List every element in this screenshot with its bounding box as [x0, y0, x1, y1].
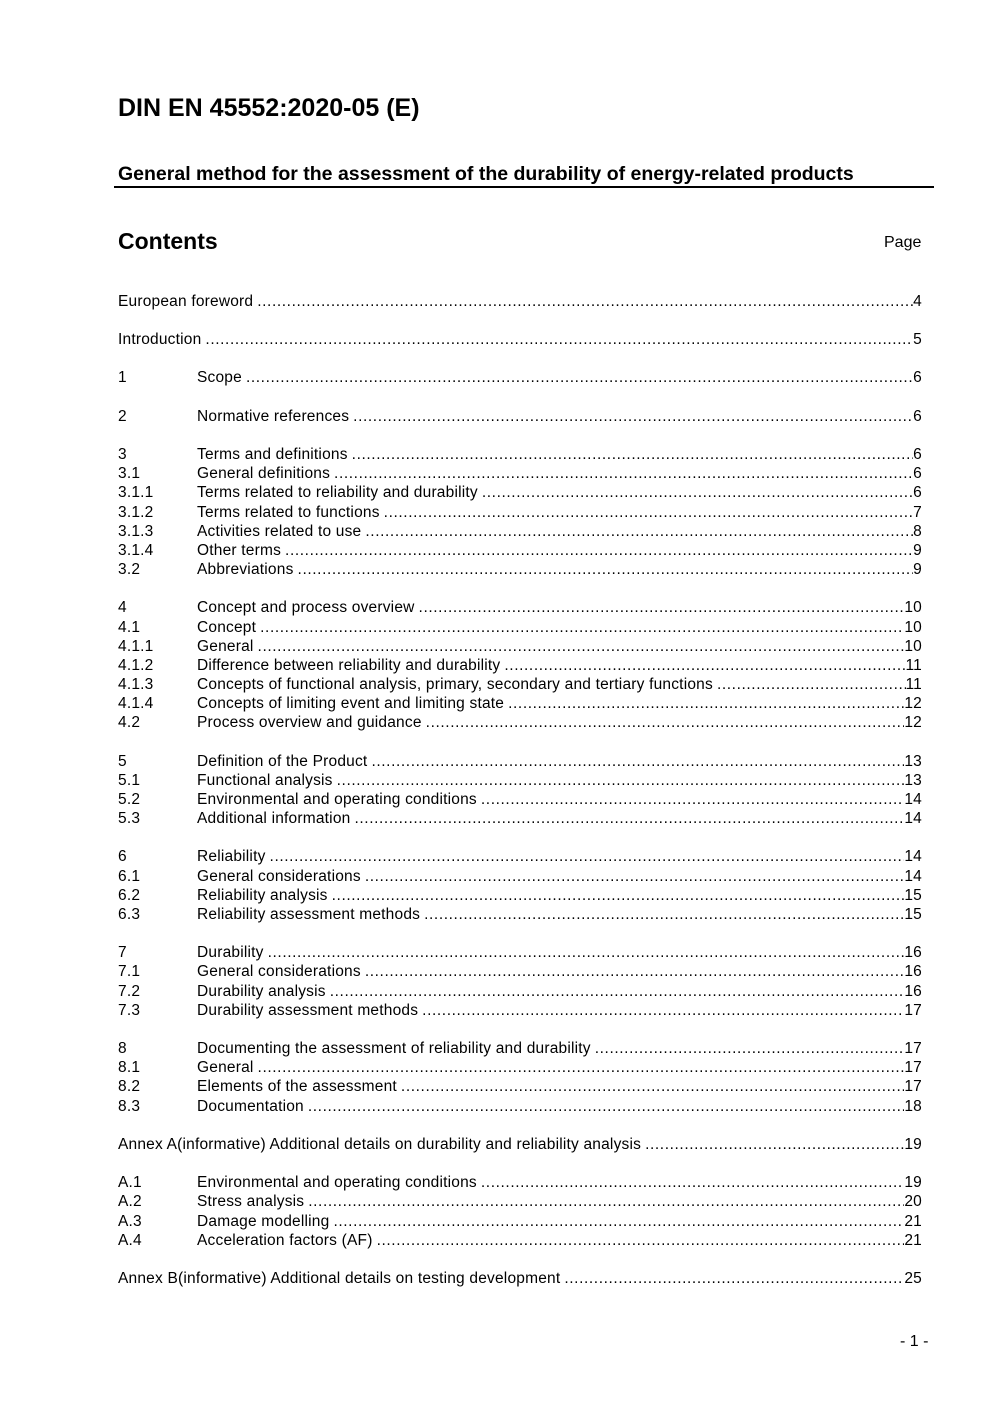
toc-entry-number: A.4	[118, 1232, 142, 1249]
toc-entry-page: 11	[905, 657, 922, 674]
toc-entry-page: 15	[904, 906, 922, 923]
toc-entry-number: 6.1	[118, 868, 141, 885]
toc-entry[interactable]	[118, 1077, 922, 1096]
toc-entry-page: 6	[913, 408, 922, 425]
toc-dot-leader	[384, 503, 914, 522]
toc-entry-page: 8	[913, 523, 922, 540]
toc-entry[interactable]	[118, 675, 922, 694]
toc-entry-page: 9	[913, 542, 922, 559]
toc-entry-page: 14	[904, 848, 922, 865]
toc-entry[interactable]	[118, 713, 922, 732]
toc-entry-page: 16	[904, 944, 922, 961]
toc-entry[interactable]	[118, 1231, 922, 1250]
toc-dot-leader	[352, 445, 914, 464]
toc-entry-title: Scope	[197, 369, 242, 386]
toc-entry[interactable]	[118, 541, 922, 560]
toc-entry[interactable]	[118, 847, 922, 866]
toc-dot-leader	[504, 656, 905, 675]
toc-entry[interactable]	[118, 867, 922, 886]
toc-dot-leader	[422, 1001, 904, 1020]
toc-entry-page: 6	[913, 484, 922, 501]
toc-entry-title: Functional analysis	[197, 772, 333, 789]
toc-entry-page: 17	[904, 1059, 922, 1076]
toc-entry[interactable]	[118, 905, 922, 924]
toc-entry-title: Terms related to functions	[197, 504, 380, 521]
toc-entry-number: 3.1.3	[118, 523, 154, 540]
toc-entry[interactable]	[118, 1212, 922, 1231]
toc-entry[interactable]	[118, 1001, 922, 1020]
toc-dot-leader	[564, 1269, 904, 1288]
toc-entry-title: Concept	[197, 619, 257, 636]
toc-entry-number: 2	[118, 408, 127, 425]
toc-entry[interactable]	[118, 368, 922, 387]
toc-entry-title: European foreword	[118, 293, 254, 310]
toc-entry-title: Stress analysis	[197, 1193, 305, 1210]
toc-entry-number: 5.3	[118, 810, 141, 827]
toc-entry[interactable]	[118, 1173, 922, 1192]
page-column-label: Page	[884, 234, 922, 251]
toc-entry-title: Durability	[197, 944, 264, 961]
toc-entry-number: 4.1	[118, 619, 141, 636]
toc-entry-page: 17	[904, 1040, 922, 1057]
toc-entry-title: Other terms	[197, 542, 282, 559]
toc-entry-title: Additional information	[197, 810, 351, 827]
toc-entry-page: 10	[904, 638, 922, 655]
toc-entry-page: 6	[913, 369, 922, 386]
toc-dot-leader	[717, 675, 906, 694]
toc-dot-leader	[595, 1039, 905, 1058]
toc-entry[interactable]	[118, 598, 922, 617]
toc-entry-number: 8	[118, 1040, 127, 1057]
toc-entry[interactable]	[118, 292, 922, 311]
toc-entry-title: Durability analysis	[197, 983, 326, 1000]
toc-entry-page: 15	[904, 887, 922, 904]
toc-dot-leader	[353, 407, 913, 426]
toc-entry-page: 18	[904, 1098, 922, 1115]
toc-entry[interactable]	[118, 1039, 922, 1058]
toc-entry-page: 21	[904, 1232, 922, 1249]
toc-entry[interactable]	[118, 330, 922, 349]
toc-entry-title: General	[197, 638, 254, 655]
toc-dot-leader	[270, 847, 905, 866]
toc-entry-title: Terms and definitions	[197, 446, 348, 463]
toc-entry-title: General considerations	[197, 963, 361, 980]
toc-dot-leader	[260, 618, 904, 637]
toc-entry-number: 7.1	[118, 963, 141, 980]
toc-entry-number: 7.3	[118, 1002, 141, 1019]
toc-dot-leader	[285, 541, 913, 560]
toc-dot-leader	[337, 771, 905, 790]
toc-dot-leader	[330, 982, 905, 1001]
toc-entry[interactable]	[118, 771, 922, 790]
toc-entry-title: Documenting the assessment of reliability and durability	[197, 1040, 591, 1057]
toc-entry-number: 4.2	[118, 714, 141, 731]
toc-entry-number: 5	[118, 753, 127, 770]
toc-entry[interactable]	[118, 656, 922, 675]
toc-entry[interactable]	[118, 560, 922, 579]
toc-entry-number: 5.2	[118, 791, 141, 808]
toc-entry-title: Annex A(informative) Additional details on durability and reliability analysis	[118, 1136, 642, 1153]
toc-dot-leader	[246, 368, 913, 387]
toc-entry-number: A.3	[118, 1213, 142, 1230]
toc-entry[interactable]	[118, 790, 922, 809]
toc-entry[interactable]	[118, 1192, 922, 1211]
toc-entry-title: Reliability assessment methods	[197, 906, 421, 923]
toc-entry-page: 6	[913, 465, 922, 482]
toc-entry[interactable]	[118, 752, 922, 771]
toc-entry[interactable]	[118, 503, 922, 522]
toc-dot-leader	[333, 1212, 904, 1231]
toc-entry-number: 6.3	[118, 906, 141, 923]
toc-entry[interactable]	[118, 1269, 922, 1288]
toc-entry[interactable]	[118, 464, 922, 483]
toc-dot-leader	[508, 694, 904, 713]
toc-dot-leader	[401, 1077, 904, 1096]
toc-dot-leader	[332, 886, 905, 905]
toc-entry[interactable]	[118, 407, 922, 426]
toc-entry-page: 10	[904, 599, 922, 616]
toc-entry-title: Difference between reliability and durability	[197, 657, 501, 674]
contents-heading: Contents	[118, 228, 218, 254]
toc-entry-page: 20	[904, 1193, 922, 1210]
toc-entry-title: Terms related to reliability and durability	[197, 484, 478, 501]
toc-entry-page: 14	[904, 868, 922, 885]
toc-entry-number: 4.1.3	[118, 676, 154, 693]
toc-entry-page: 4	[913, 293, 922, 310]
toc-entry[interactable]	[118, 982, 922, 1001]
toc-entry-title: Abbreviations	[197, 561, 294, 578]
toc-entry-page: 10	[904, 619, 922, 636]
toc-entry-page: 25	[904, 1270, 922, 1287]
toc-dot-leader	[481, 1173, 904, 1192]
toc-entry[interactable]	[118, 943, 922, 962]
toc-dot-leader	[481, 790, 904, 809]
toc-entry-number: 8.2	[118, 1078, 141, 1095]
toc-entry[interactable]	[118, 445, 922, 464]
toc-entry-page: 14	[904, 810, 922, 827]
toc-entry[interactable]	[118, 483, 922, 502]
toc-entry-page: 19	[904, 1136, 922, 1153]
toc-dot-leader	[419, 598, 905, 617]
toc-entry-page: 17	[904, 1078, 922, 1095]
toc-dot-leader	[482, 483, 913, 502]
toc-dot-leader	[365, 867, 905, 886]
toc-entry-number: 4.1.2	[118, 657, 154, 674]
toc-entry-number: 3.1.4	[118, 542, 154, 559]
toc-entry-title: General definitions	[197, 465, 331, 482]
toc-dot-leader	[424, 905, 904, 924]
page-number: - 1 -	[900, 1333, 929, 1350]
toc-entry-title: Introduction	[118, 331, 202, 348]
toc-dot-leader	[258, 1058, 905, 1077]
toc-dot-leader	[426, 713, 905, 732]
toc-entry[interactable]	[118, 1058, 922, 1077]
toc-entry-number: A.1	[118, 1174, 142, 1191]
toc-dot-leader	[377, 1231, 905, 1250]
toc-entry[interactable]	[118, 1097, 922, 1116]
toc-entry-number: 7	[118, 944, 127, 961]
toc-entry-title: Normative references	[197, 408, 350, 425]
toc-entry-number: 3.2	[118, 561, 141, 578]
toc-entry-number: 4.1.4	[118, 695, 154, 712]
toc-entry[interactable]	[118, 886, 922, 905]
toc-entry-page: 13	[904, 772, 922, 789]
toc-entry-page: 5	[913, 331, 922, 348]
toc-entry-number: 6.2	[118, 887, 141, 904]
toc-dot-leader	[645, 1135, 904, 1154]
toc-entry-number: 8.3	[118, 1098, 141, 1115]
toc-dot-leader	[371, 752, 904, 771]
toc-dot-leader	[365, 962, 905, 981]
toc-entry-title: Concepts of functional analysis, primary, secondary and tertiary functions	[197, 676, 713, 693]
toc-entry-page: 16	[904, 963, 922, 980]
toc-entry-title: Concepts of limiting event and limiting state	[197, 695, 505, 712]
toc-entry-title: General considerations	[197, 868, 361, 885]
toc-entry-page: 13	[904, 753, 922, 770]
toc-entry-number: 3.1	[118, 465, 141, 482]
toc-dot-leader	[308, 1097, 904, 1116]
toc-dot-leader	[257, 292, 913, 311]
toc-entry-title: Reliability	[197, 848, 266, 865]
toc-entry-number: 3	[118, 446, 127, 463]
toc-entry-title: Definition of the Product	[197, 753, 368, 770]
toc-entry-number: 3.1.1	[118, 484, 154, 501]
toc-entry-title: Reliability analysis	[197, 887, 328, 904]
toc-entry[interactable]	[118, 522, 922, 541]
document-title: DIN EN 45552:2020-05 (E)	[118, 94, 420, 122]
toc-dot-leader	[334, 464, 913, 483]
toc-entry-title: Activities related to use	[197, 523, 362, 540]
toc-entry-number: 5.1	[118, 772, 141, 789]
toc-entry[interactable]	[118, 809, 922, 828]
toc-entry-number: 6	[118, 848, 127, 865]
toc-entry-title: Damage modelling	[197, 1213, 330, 1230]
toc-entry[interactable]	[118, 618, 922, 637]
toc-dot-leader	[308, 1192, 904, 1211]
toc-entry-number: 3.1.2	[118, 504, 154, 521]
toc-entry-title: Process overview and guidance	[197, 714, 422, 731]
toc-entry-page: 19	[904, 1174, 922, 1191]
toc-entry-title: General	[197, 1059, 254, 1076]
toc-entry-page: 12	[904, 714, 922, 731]
toc-entry-page: 21	[904, 1213, 922, 1230]
toc-dot-leader	[354, 809, 904, 828]
toc-entry-page: 6	[913, 446, 922, 463]
toc-entry-title: Acceleration factors (AF)	[197, 1232, 373, 1249]
document-subtitle: General method for the assessment of the durability of energy-related products	[118, 163, 854, 185]
toc-entry-title: Documentation	[197, 1098, 304, 1115]
toc-entry-title: Elements of the assessment	[197, 1078, 397, 1095]
toc-entry-title: Concept and process overview	[197, 599, 415, 616]
toc-dot-leader	[365, 522, 913, 541]
toc-entry-number: A.2	[118, 1193, 142, 1210]
toc-entry-page: 11	[905, 676, 922, 693]
toc-entry-page: 14	[904, 791, 922, 808]
toc-entry-page: 7	[913, 504, 922, 521]
toc-entry[interactable]	[118, 962, 922, 981]
toc-entry-title: Durability assessment methods	[197, 1002, 419, 1019]
toc-entry-number: 8.1	[118, 1059, 141, 1076]
toc-entry-number: 1	[118, 369, 127, 386]
toc-dot-leader	[258, 637, 905, 656]
toc-entry-page: 16	[904, 983, 922, 1000]
toc-entry-page: 12	[904, 695, 922, 712]
toc-entry-number: 4.1.1	[118, 638, 154, 655]
toc-dot-leader	[268, 943, 905, 962]
toc-entry-title: Annex B(informative) Additional details on testing development	[118, 1270, 561, 1287]
toc-entry-number: 7.2	[118, 983, 141, 1000]
toc-entry-page: 17	[904, 1002, 922, 1019]
toc-entry[interactable]	[118, 1135, 922, 1154]
toc-dot-leader	[298, 560, 914, 579]
toc-entry-title: Environmental and operating conditions	[197, 1174, 477, 1191]
toc-entry-number: 4	[118, 599, 127, 616]
toc-entry[interactable]	[118, 694, 922, 713]
toc-entry-title: Environmental and operating conditions	[197, 791, 477, 808]
toc-entry-page: 9	[913, 561, 922, 578]
toc-dot-leader	[205, 330, 913, 349]
toc-entry[interactable]	[118, 637, 922, 656]
